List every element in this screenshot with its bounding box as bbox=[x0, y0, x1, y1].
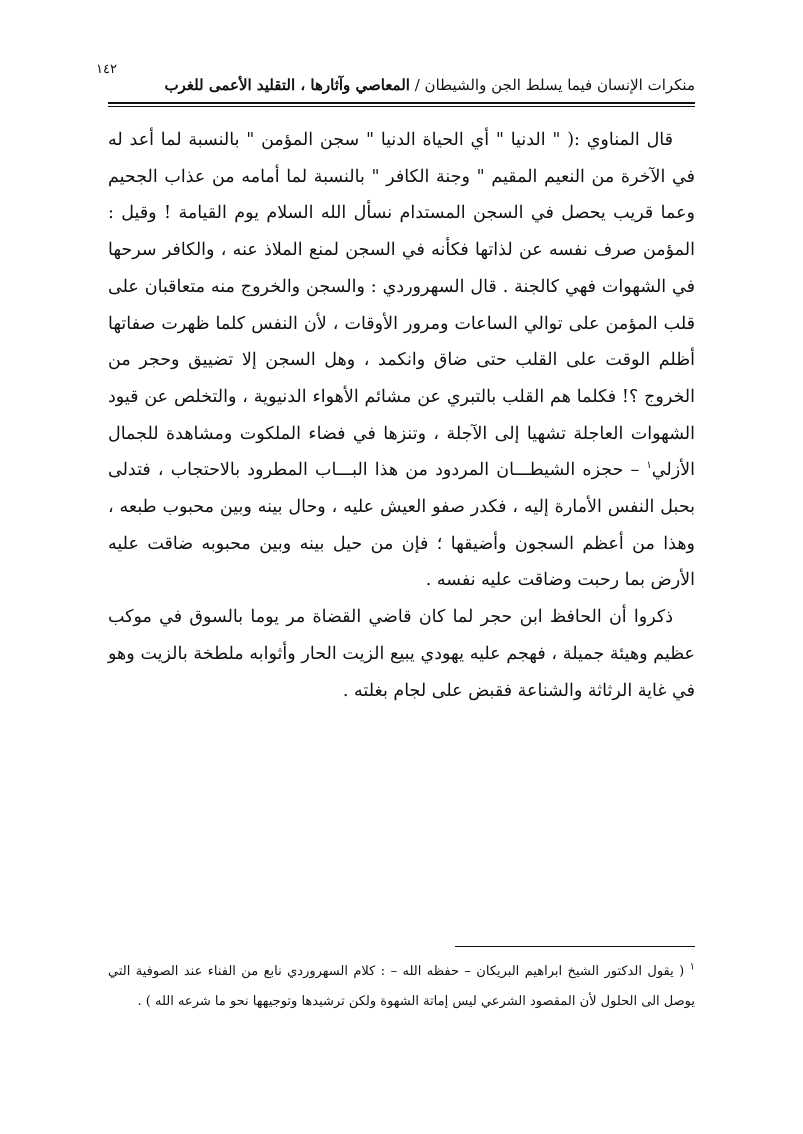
footnote-reference: ١ bbox=[646, 460, 652, 472]
header-title-plain: منكرات الإنسان فيما يسلط الجن والشيطان / bbox=[409, 76, 695, 94]
paragraph-part: قال المناوي :( " الدنيا " أي الحياة الدنيا " سجن المؤمن " بالنسبة لما أعد له في الآخرة من النعيم المقيم " وجنة الكافر " بالنسبة لما أمامه من عذاب الجحيم وعما قريب يحصل في السجن المستدام نسأل الله السلام يوم القيامة ! وقيل : المؤمن صرف نفسه عن لذاتها فكأنه في السجن لمنع الملاذ عنه ، والكافر سرحها في الشهوات فهي كالجنة . قال السهروردي : والسجن والخروج منه متعاقبان على قلب المؤمن على توالي الساعات ومرور الأوقات ، لأن النفس كلما ظهرت صفاتها أظلم الوقت على القلب حتى ضاق وانكمد ، وهل السجن إلا تضييق وحجر من الخروج ؟! فكلما هم القلب بالتبري عن مشائم الأهواء الدنيوية ، والتخلص عن قيود الشهوات العاجلة تشهيا إلى الآجلة ، وتنزها في فضاء الملكوت ومشاهدة للجمال الأزلي bbox=[108, 130, 695, 481]
footnote bbox=[108, 957, 695, 1017]
footnote-marker: ١ bbox=[689, 961, 695, 973]
footnote-separator bbox=[455, 946, 695, 947]
header-title-bold: المعاصي وآثارها ، التقليد الأعمى للغرب bbox=[164, 76, 410, 94]
header-rule bbox=[108, 102, 695, 104]
page-number: ١٤٢ bbox=[96, 62, 117, 77]
paragraph bbox=[108, 122, 695, 599]
header-rule-secondary bbox=[108, 106, 695, 107]
footnotes bbox=[108, 957, 695, 1017]
footnote-text: ( يقول الدكتور الشيخ ابراهيم البريكان – حفظه الله – : كلام السهروردي نابع من الفناء عند الصوفية التي يوصل الى الحلول لأن المقصود الشرعي ليس إماتة الشهوة ولكن ترشيدها وتوجيهها نحو ما شرعه الله ) . bbox=[108, 964, 695, 1009]
paragraph-part: – حجزه الشيطـــان المردود من هذا البـــاب المطرود بالاحتجاب ، فتدلى بحبل النفس الأمارة إليه ، فكدر صفو العيش عليه ، وحال بينه وبين محبوب طبعه ، وهذا من أعظم السجون وأضيقها ؛ فإن من حيل بينه وبين محبوبه ضاقت عليه الأرض بما رحبت وضاقت عليه نفسه . bbox=[108, 460, 695, 591]
body-text bbox=[108, 122, 695, 709]
paragraph: ذكروا أن الحافظ ابن حجر لما كان قاضي القضاة مر يوما بالسوق في موكب عظيم وهيئة جميلة ، فهجم عليه يهودي يبيع الزيت الحار وأثوابه ملطخة بالزيت وهو في غاية الرثاثة والشناعة فقبض على لجام بغلته . bbox=[108, 607, 695, 701]
running-header bbox=[108, 74, 695, 96]
